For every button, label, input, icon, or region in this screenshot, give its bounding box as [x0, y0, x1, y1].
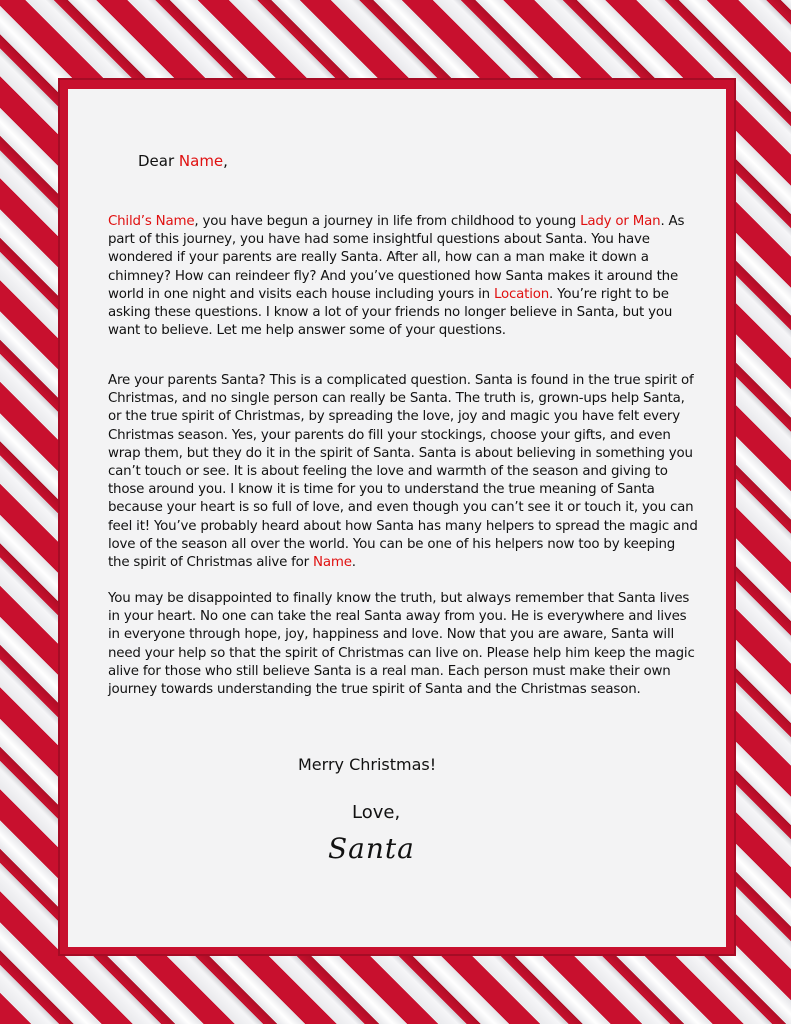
closing-line: Merry Christmas! — [298, 755, 437, 774]
greeting — [138, 152, 228, 170]
paragraph-1-text-b: . As part of this journey, you have had some insightful questions about Santa. You have wondered if your parents are really Santa. After all, how can a man make it down a chimney? How can reindeer fly? And you’ve questioned how Santa makes it around the world in one night and visits each house including yours in — [108, 214, 685, 302]
child-name-placeholder: Child’s Name — [108, 214, 195, 229]
location-placeholder: Location — [493, 286, 550, 302]
paragraph-2 — [108, 372, 700, 572]
santa-signature: Santa — [328, 832, 415, 865]
paragraph-1-text-c: . You’re right to be asking these questions. I know a lot of your friends no longer believe in Santa, but you want to believe. Let me help answer some of your questions. — [108, 286, 673, 339]
paragraph-2-text-b: . — [351, 555, 356, 571]
paragraph-1-text-a: , you have begun a journey in life from childhood to young — [194, 214, 581, 229]
greeting-suffix: , — [223, 152, 228, 170]
greeting-prefix: Dear — [138, 152, 179, 170]
paragraph-3: You may be disappointed to finally know the truth, but always remember that Santa lives in your heart. No one can take the real Santa away from you. He is everywhere and lives in everyone through hope, joy, happiness and love. Now that you are aware, Santa will need your help so that the spirit of Christmas can live on. Please help him keep the magic alive for those who still believe Santa is a real man. Each person must make their own journey towards understanding the true spirit of Santa and the Christmas season. — [108, 591, 695, 698]
lady-or-man-placeholder: Lady or Man — [580, 214, 661, 229]
name-placeholder: Name — [313, 555, 352, 571]
greeting-name-placeholder: Name — [178, 152, 224, 170]
paragraph-2-text-a: Are your parents Santa? This is a complicated question. Santa is found in the true spirit of Christmas, and no single person can really be Santa. The truth is, grown-ups help Santa, or the true spirit of Christmas, by spreading the love, joy and magic you have felt every Christmas season. Yes, your parents do fill your stockings, choose your gifts, and even wrap them, but they do it in the spirit of Santa. Santa is about believing in something you can’t touch or see. It is about feeling the love and warmth of the season and giving to those around you. I know it is time for you to understand the true meaning of Santa because your heart is so full of love, and even though you can’t see it or touch it, you can feel it! You’ve probably heard about how Santa has many helpers to spread the magic and love of the season all over the world. You can be one of his helpers now too by keeping the spirit of Christmas alive for — [108, 373, 698, 571]
paragraph-1 — [108, 213, 700, 340]
love-line: Love, — [352, 802, 401, 823]
